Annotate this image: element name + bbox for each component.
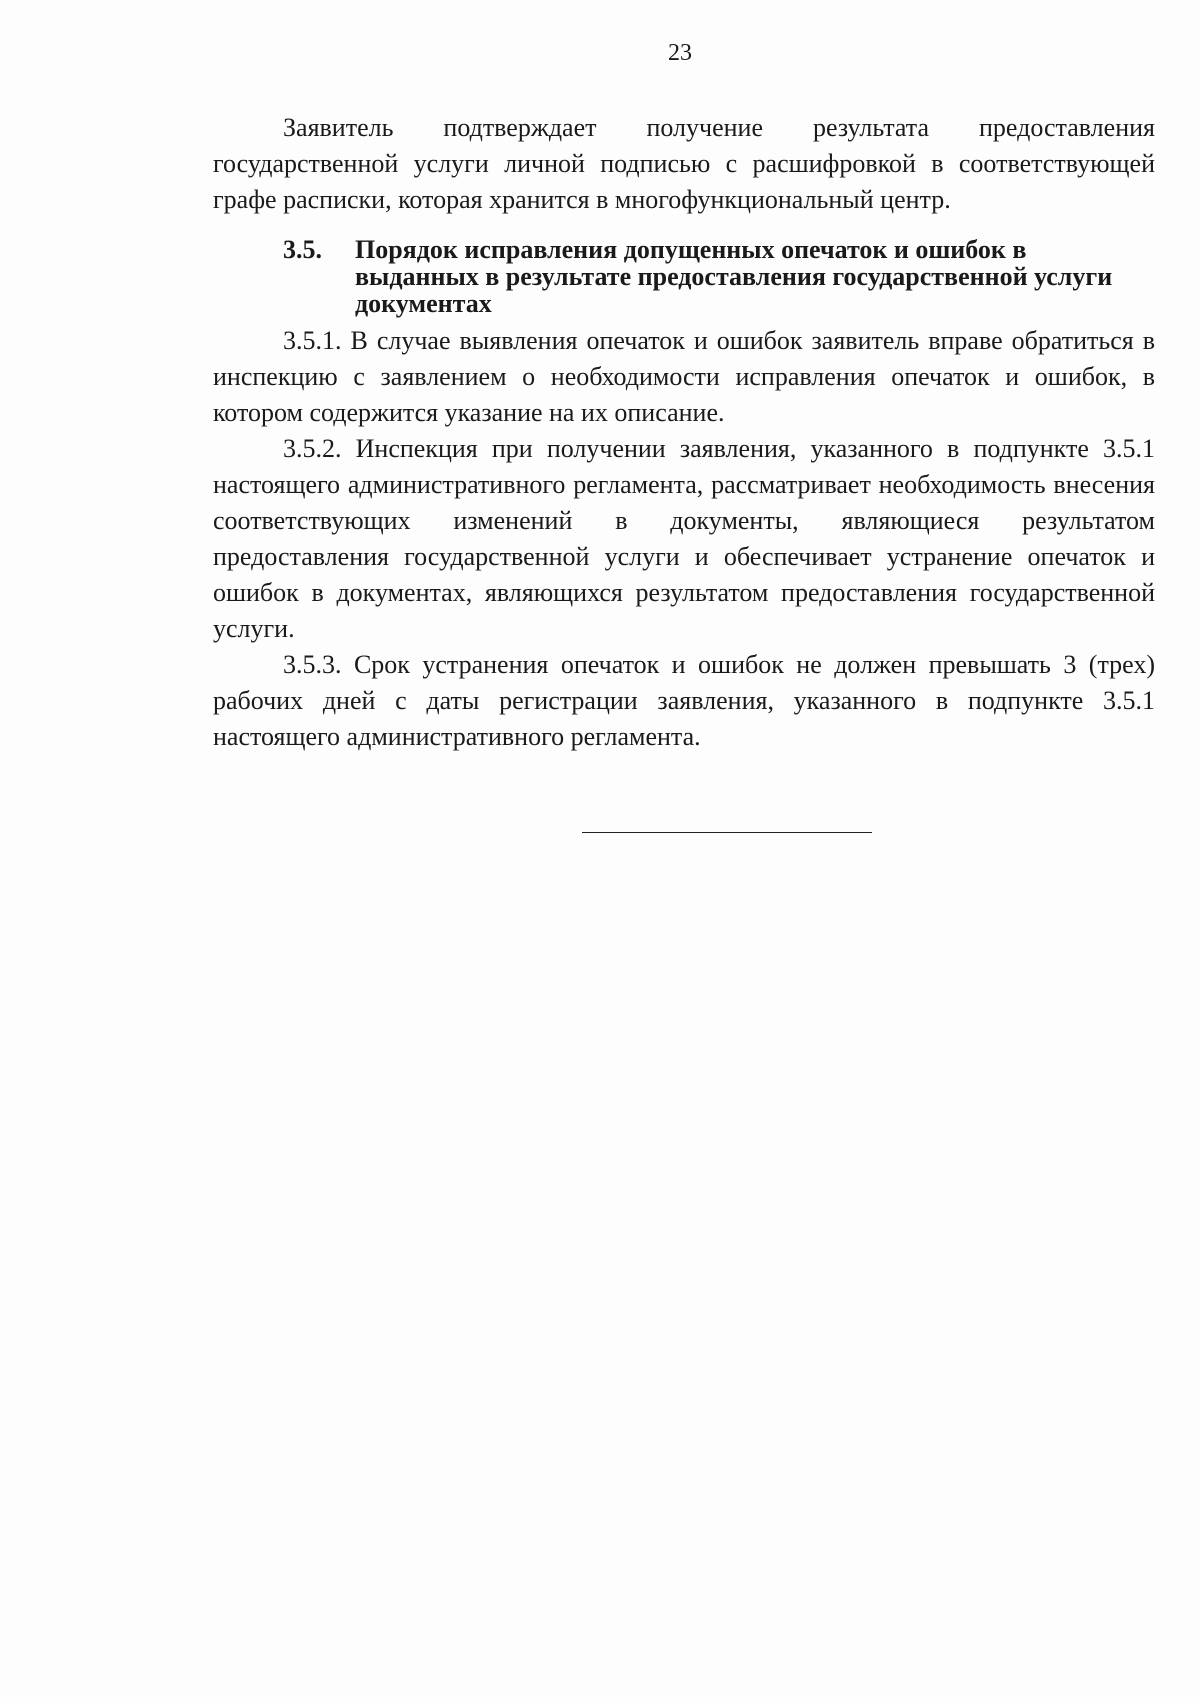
section-title: Порядок исправления допущенных опечаток и ошибок в выданных в результате предоставления государственной услуги документах — [355, 235, 1113, 318]
paragraph-intro: Заявитель подтверждает получение результата предоставления государственной услуги личной подписью с расшифровкой в соответствующей графе расписки, которая хранится в многофункциональный центр. — [213, 113, 1155, 214]
page-number: 23 — [668, 40, 692, 66]
end-divider — [582, 832, 872, 833]
section-heading — [213, 236, 1155, 317]
document-body — [213, 110, 1155, 755]
section-number: 3.5. — [283, 235, 322, 264]
paragraph-3-5-1: 3.5.1. В случае выявления опечаток и ошибок заявитель вправе обратиться в инспекцию с заявлением о необходимости исправления опечаток и ошибок, в котором содержится указание на их описание. — [213, 326, 1155, 427]
paragraph-3-5-2: 3.5.2. Инспекция при получении заявления, указанного в подпункте 3.5.1 настоящего административного регламента, рассматривает необходимость внесения соответствующих изменений в документы, являющиеся результатом предоставления государственной услуги и обеспечивает устранение опечаток и ошибок в документах, являющихся результатом предоставления государственной услуги. — [213, 434, 1155, 643]
paragraph-3-5-3: 3.5.3. Срок устранения опечаток и ошибок не должен превышать 3 (трех) рабочих дней с даты регистрации заявления, указанного в подпункте 3.5.1 настоящего административного регламента. — [213, 650, 1155, 751]
